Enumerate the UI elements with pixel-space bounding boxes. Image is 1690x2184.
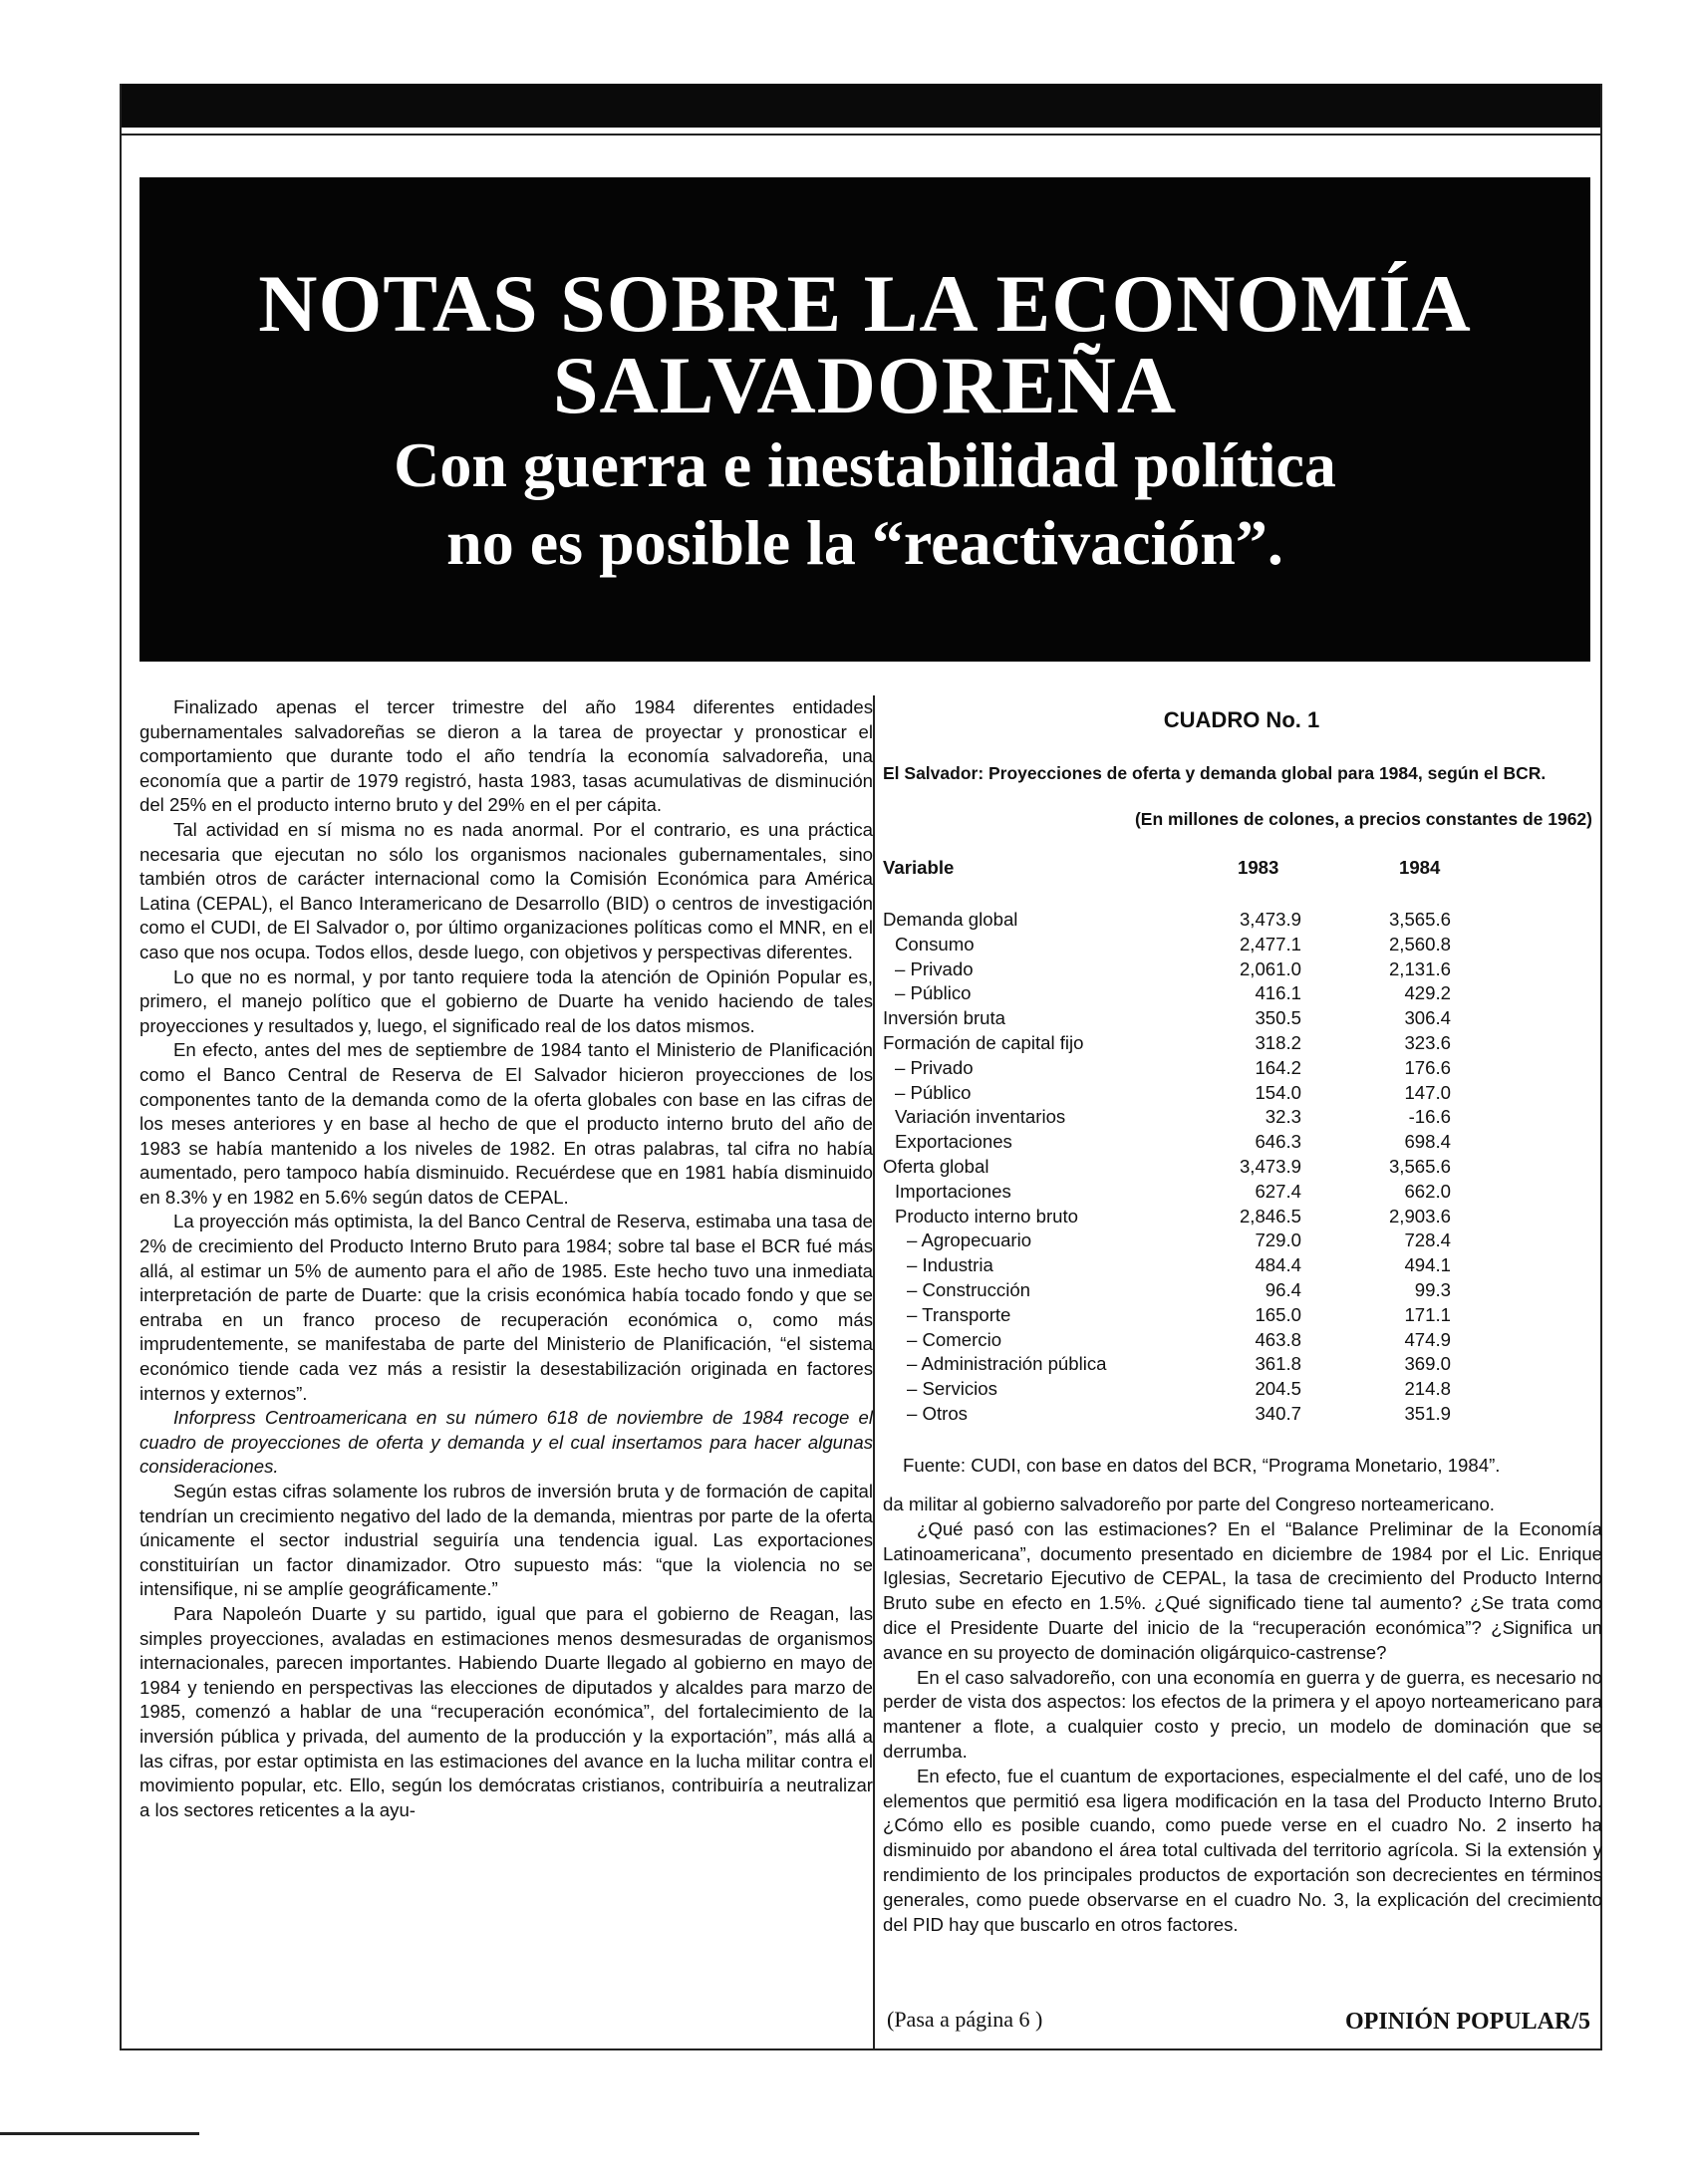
paragraph: En el caso salvadoreño, con una economía en guerra y de guerra, es necesario no perder de vista dos aspectos: los efectos de la primera y el apoyo norteamericano para mantener a flote, a cualquier costo y precio, un modelo de dominación que se derrumba. bbox=[883, 1666, 1602, 1762]
value-1984: 3,565.6 bbox=[1388, 909, 1451, 930]
row-label: Variación inventarios bbox=[895, 1106, 1066, 1128]
table-row bbox=[883, 1131, 1592, 1156]
value-1984: 2,903.6 bbox=[1388, 1205, 1451, 1227]
paragraph: Tal actividad en sí misma no es nada anormal. Por el contrario, es una práctica necesaria que ejecutan no sólo los organismos nacionales gubernamentales, sino también otros de carácter internacional como la Comisión Económica para América Latina (CEPAL), el Banco Interamericano de Desarrollo (BID) o centros de investigación como el CUDI, de El Salvador o, por último organizaciones políticas como el MNR, en el caso que nos ocupa. Todos ellos, desde luego, con objetivos y perspectivas diferentes. bbox=[140, 818, 873, 962]
row-label: – Otros bbox=[907, 1402, 968, 1424]
value-1983: 361.8 bbox=[1255, 1353, 1301, 1375]
value-1983: 2,061.0 bbox=[1239, 957, 1301, 979]
paragraph: Según estas cifras solamente los rubros de inversión bruta y de formación de capital tendrían un crecimiento negativo del lado de la demanda, mientras por parte de la oferta únicamente el sector industrial seguiría una tendencia igual. Las exportaciones constituirían un factor dinamizador. Otro supuesto más: “que la violencia no se intensifique, ni se amplíe geográficamente.” bbox=[140, 1481, 873, 1600]
value-1984: 171.1 bbox=[1404, 1303, 1451, 1325]
value-1984: 214.8 bbox=[1404, 1378, 1451, 1400]
row-label: – Construcción bbox=[907, 1278, 1031, 1300]
value-1983: 729.0 bbox=[1255, 1229, 1301, 1251]
value-1984: 728.4 bbox=[1404, 1229, 1451, 1251]
subheadline-line-2: no es posible la “reactivación”. bbox=[446, 507, 1283, 578]
row-label: Formación de capital fijo bbox=[883, 1031, 1084, 1053]
value-1983: 463.8 bbox=[1255, 1328, 1301, 1350]
paragraph: Inforpress Centroamericana en su número 618 de noviembre de 1984 recoge el cuadro de proyecciones de oferta y demanda y el cual insertamos para hacer algunas consideraciones. bbox=[140, 1407, 873, 1478]
paragraph: ¿Qué pasó con las estimaciones? En el “Balance Preliminar de la Economía Latinoamericana”, documento presentado en diciembre de 1984 por el Lic. Enrique Iglesias, Secretario Ejecutivo de CEPAL, la tasa de crecimiento del Producto Interno Bruto sube en efecto en 1.5%. ¿Qué significado tiene tal aumento? ¿Se trata como dice el Presidente Duarte del inicio de la “recuperación económica”? ¿Significa un avance en su proyecto de dominación oligárquico-castrense? bbox=[883, 1517, 1602, 1663]
value-1984: 306.4 bbox=[1404, 1007, 1451, 1029]
table-row bbox=[883, 934, 1592, 958]
bottom-rule bbox=[0, 2132, 199, 2135]
value-1984: 494.1 bbox=[1404, 1254, 1451, 1276]
value-1984: 99.3 bbox=[1414, 1278, 1451, 1300]
table-source: Fuente: CUDI, con base en datos del BCR, “Programa Monetario, 1984”. bbox=[903, 1455, 1501, 1476]
table-row bbox=[883, 1304, 1592, 1329]
value-1984: 176.6 bbox=[1404, 1056, 1451, 1078]
paragraph: En efecto, fue el cuantum de exportaciones, especialmente el del café, uno de los elementos que permitió esa ligera modificación en la tasa del Producto Interno Bruto. ¿Cómo ello es posible cuando, como puede verse en el cuadro No. 2 inserto ha disminuido por abandono el área total cultivada del territorio agrícola. Si la extensión y rendimiento de los principales productos de exportación son decrecientes en términos generales, como puede observarse en el cuadro No. 3, la explicación del crecimiento del PID hay que buscarlo en otros factores. bbox=[883, 1765, 1602, 1935]
value-1983: 204.5 bbox=[1255, 1378, 1301, 1400]
data-table bbox=[883, 909, 1592, 1428]
paragraph: Finalizado apenas el tercer trimestre del año 1984 diferentes entidades gubernamentales salvadoreñas se dieron a la tarea de proyectar y pronosticar el comportamiento que durante todo el año tendría la economía salvadoreña, una economía que a partir de 1979 registró, hasta 1983, tasas acumulativas de disminución del 25% en el producto interno bruto y del 29% en el per cápita. bbox=[140, 696, 873, 816]
table-title: CUADRO No. 1 bbox=[1163, 707, 1320, 732]
header-1983: 1983 bbox=[1238, 857, 1279, 878]
table-row bbox=[883, 1279, 1592, 1304]
row-label: – Privado bbox=[895, 957, 974, 979]
table-row bbox=[883, 1254, 1592, 1279]
paragraph: da militar al gobierno salvadoreño por parte del Congreso norteamericano. bbox=[883, 1494, 1495, 1514]
continued-note: (Pasa a página 6 ) bbox=[887, 2007, 1043, 2032]
row-label: – Público bbox=[895, 1081, 972, 1103]
value-1983: 32.3 bbox=[1265, 1106, 1301, 1128]
value-1984: 2,131.6 bbox=[1388, 957, 1451, 979]
table-row bbox=[883, 1229, 1592, 1254]
value-1983: 416.1 bbox=[1255, 982, 1301, 1004]
table-row bbox=[883, 1181, 1592, 1206]
value-1983: 350.5 bbox=[1255, 1007, 1301, 1029]
table-subtitle: El Salvador: Proyecciones de oferta y demanda global para 1984, según el BCR. bbox=[883, 763, 1547, 783]
value-1983: 484.4 bbox=[1255, 1254, 1301, 1276]
row-label: Demanda global bbox=[883, 909, 1018, 930]
paragraph: Para Napoleón Duarte y su partido, igual que para el gobierno de Reagan, las simples proyecciones, avaladas en estimaciones menos desmesuradas de organismos internacionales, parecen importantes. Habiendo Duarte llegado al gobierno en mayo de 1984 y teniendo en perspectivas las elecciones de diputados y alcaldes para marzo de 1985, comenzó a hablar de una “recuperación económica”, del fortalecimiento de la inversión pública y privada, del aumento de la producción y la exportación”, más allá a las cifras, por estar optimista en las estimaciones del avance en la lucha militar contra el movimiento popular, etc. Ello, según los demócratas cristianos, contribuiría a neutralizar a los sectores reticentes a la ayu- bbox=[140, 1602, 873, 1820]
header-variable: Variable bbox=[883, 857, 955, 878]
row-label: Consumo bbox=[895, 933, 975, 955]
value-1984: -16.6 bbox=[1408, 1106, 1451, 1128]
row-label: Producto interno bruto bbox=[895, 1205, 1078, 1227]
row-label: – Administración pública bbox=[907, 1353, 1107, 1375]
value-1983: 2,477.1 bbox=[1239, 933, 1301, 955]
table-row bbox=[883, 1329, 1592, 1354]
table-row bbox=[883, 1057, 1592, 1082]
value-1983: 318.2 bbox=[1255, 1031, 1301, 1053]
row-label: – Público bbox=[895, 982, 972, 1004]
value-1983: 2,846.5 bbox=[1239, 1205, 1301, 1227]
table-row bbox=[883, 958, 1592, 983]
headline-line-2: SALVADOREÑA bbox=[552, 340, 1178, 430]
value-1984: 2,560.8 bbox=[1388, 933, 1451, 955]
value-1983: 340.7 bbox=[1255, 1402, 1301, 1424]
row-label: – Servicios bbox=[907, 1378, 997, 1400]
right-column-text bbox=[883, 1493, 1602, 1937]
paragraph: La proyección más optimista, la del Banco Central de Reserva, estimaba una tasa de 2% de crecimiento del Producto Interno Bruto para 1984; sobre tal base el BCR fué más allá, al estimar un 5% de aumento para el año de 1985. Este hecho tuvo una inmediata interpretación de parte de Duarte: que la crisis económica había tocado fondo y que se entraba en un franco proceso de recuperación económica o, como más imprudentemente, se manifestaba de parte del Ministerio de Planificación, “el sistema económico tiende cada vez más a resistir la desestabilización originada en factores internos y externos”. bbox=[140, 1211, 873, 1404]
table-row bbox=[883, 1378, 1592, 1403]
table-row bbox=[883, 1156, 1592, 1181]
page-reference: OPINIÓN POPULAR/5 bbox=[1345, 2009, 1590, 2035]
value-1984: 147.0 bbox=[1404, 1081, 1451, 1103]
row-label: Importaciones bbox=[895, 1180, 1011, 1202]
header-1984: 1984 bbox=[1399, 857, 1441, 878]
table-row bbox=[883, 1082, 1592, 1107]
column-divider bbox=[873, 695, 875, 2050]
value-1983: 165.0 bbox=[1255, 1303, 1301, 1325]
value-1984: 698.4 bbox=[1404, 1131, 1451, 1153]
value-1984: 662.0 bbox=[1404, 1180, 1451, 1202]
table-row bbox=[883, 1206, 1592, 1230]
row-label: Exportaciones bbox=[895, 1131, 1012, 1153]
row-label: – Comercio bbox=[907, 1328, 1002, 1350]
value-1983: 154.0 bbox=[1255, 1081, 1301, 1103]
subheadline-line-1: Con guerra e inestabilidad política bbox=[394, 429, 1336, 500]
paragraph: En efecto, antes del mes de septiembre de 1984 tanto el Ministerio de Planificación como el Banco Central de Reserva de El Salvador hicieron proyecciones de los componentes tanto de la demanda como de la oferta globales con base en las cifras de los meses anteriores y en base al hecho de que el producto interno bruto del año de 1983 se había mantenido a los niveles de 1982. En otras palabras, tal cifra no había aumentado, pero tampoco había disminuido. Recuérdese que en 1981 había disminuido en 8.3% y en 1982 en 5.6% según datos de CEPAL. bbox=[140, 1039, 873, 1208]
table-row bbox=[883, 1353, 1592, 1378]
value-1983: 627.4 bbox=[1255, 1180, 1301, 1202]
row-label: – Agropecuario bbox=[907, 1229, 1032, 1251]
row-label: – Industria bbox=[907, 1254, 993, 1276]
table-header bbox=[883, 857, 1592, 883]
table-row bbox=[883, 1403, 1592, 1428]
value-1983: 646.3 bbox=[1255, 1131, 1301, 1153]
table-units: (En millones de colones, a precios constantes de 1962) bbox=[1134, 809, 1592, 829]
row-label: – Privado bbox=[895, 1056, 974, 1078]
value-1984: 3,565.6 bbox=[1388, 1155, 1451, 1177]
headline-line-1: NOTAS SOBRE LA ECONOMÍA bbox=[258, 258, 1472, 349]
value-1983: 3,473.9 bbox=[1239, 909, 1301, 930]
value-1984: 429.2 bbox=[1404, 982, 1451, 1004]
value-1983: 3,473.9 bbox=[1239, 1155, 1301, 1177]
headline-banner bbox=[140, 177, 1590, 662]
row-label: – Transporte bbox=[907, 1303, 1011, 1325]
right-column bbox=[883, 695, 1600, 2050]
value-1984: 323.6 bbox=[1404, 1031, 1451, 1053]
value-1983: 164.2 bbox=[1255, 1056, 1301, 1078]
table-row bbox=[883, 909, 1592, 934]
table-row bbox=[883, 1106, 1592, 1131]
row-label: Inversión bruta bbox=[883, 1007, 1005, 1029]
row-label: Oferta global bbox=[883, 1155, 989, 1177]
value-1984: 351.9 bbox=[1404, 1402, 1451, 1424]
value-1984: 474.9 bbox=[1404, 1328, 1451, 1350]
value-1983: 96.4 bbox=[1265, 1278, 1301, 1300]
left-column bbox=[140, 695, 873, 2050]
paragraph: Lo que no es normal, y por tanto requiere toda la atención de Opinión Popular es, primero, el manejo político que el gobierno de Duarte ha venido haciendo de tales proyecciones y resultados y, luego, el significado real de los datos mismos. bbox=[140, 965, 873, 1036]
table-row bbox=[883, 1032, 1592, 1057]
value-1984: 369.0 bbox=[1404, 1353, 1451, 1375]
table-row bbox=[883, 1007, 1592, 1032]
table-row bbox=[883, 982, 1592, 1007]
